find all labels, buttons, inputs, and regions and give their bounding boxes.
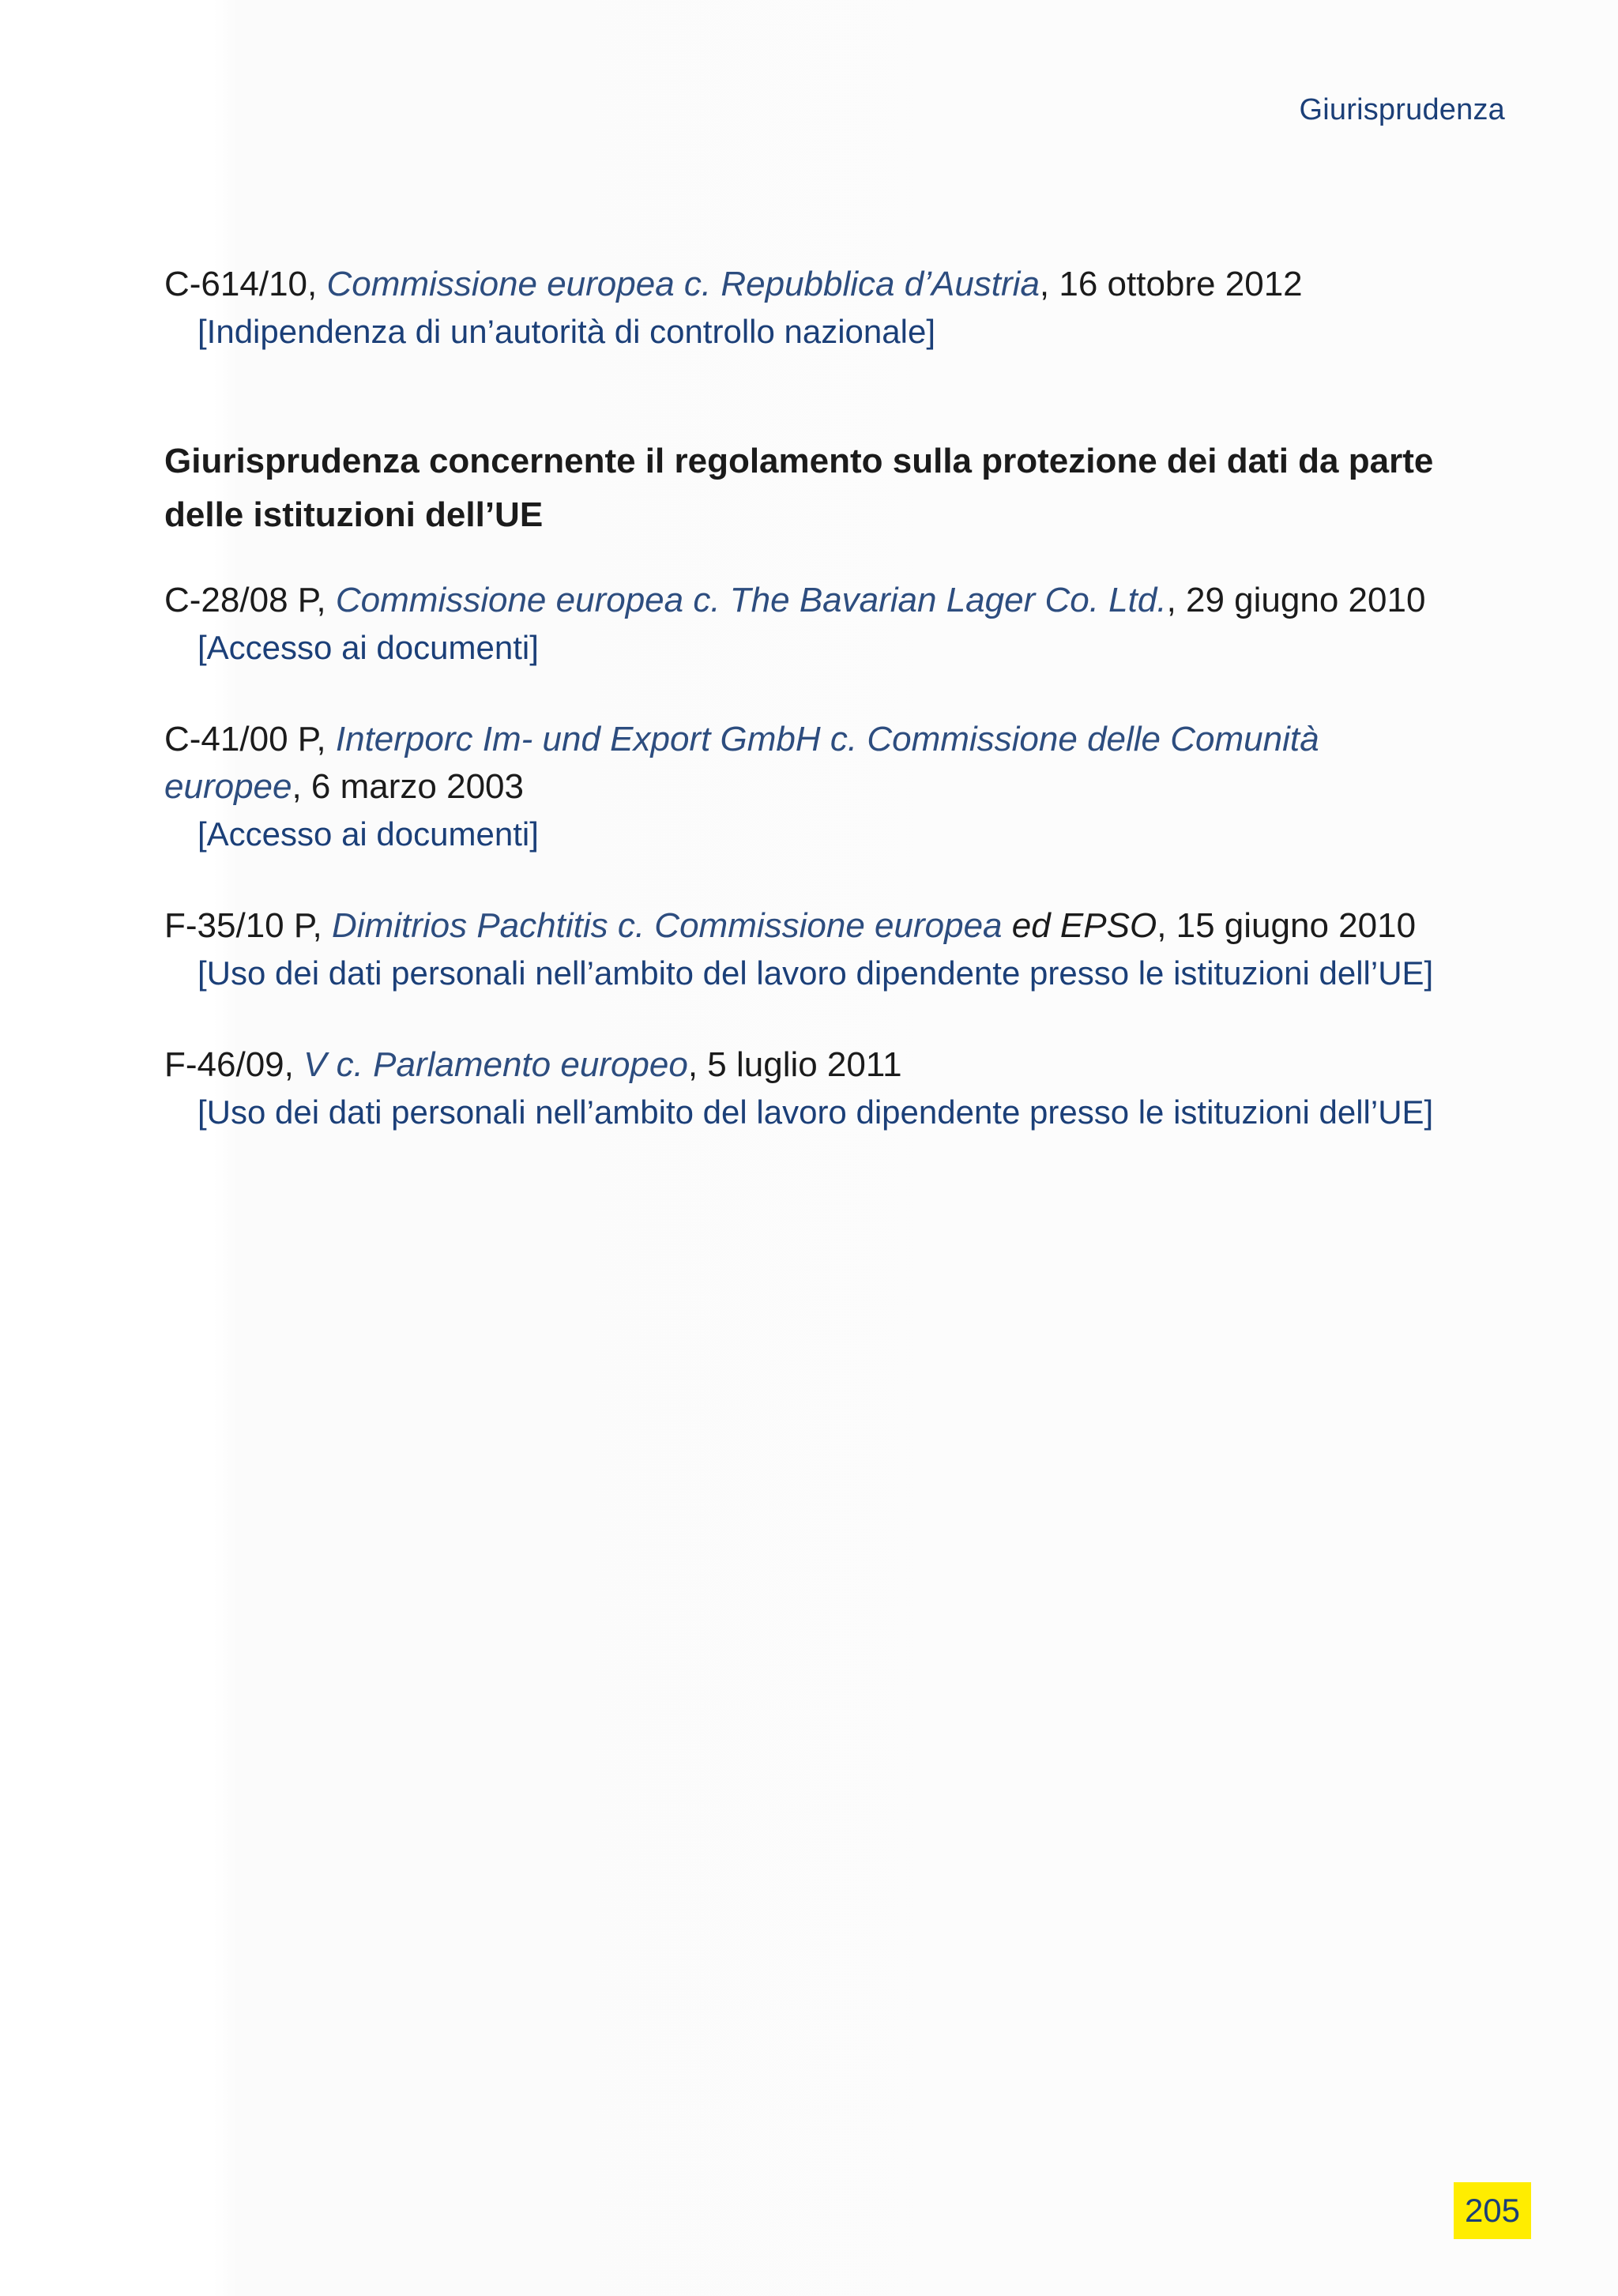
case-parties: V c. Parlamento europeo bbox=[303, 1045, 688, 1084]
case-parties: Commissione europea c. Repubblica d’Austria bbox=[326, 265, 1040, 303]
case-topic: [Accesso ai documenti] bbox=[198, 815, 539, 853]
case-reference: C-41/00 P, bbox=[164, 720, 336, 758]
case-parties: Dimitrios Pachtitis c. Commissione europea bbox=[332, 906, 1003, 945]
case-entry bbox=[164, 577, 1460, 672]
case-reference: C-614/10, bbox=[164, 265, 327, 303]
case-entry bbox=[164, 1041, 1460, 1136]
case-reference: C-28/08 P, bbox=[164, 581, 336, 619]
case-parties: Interporc Im- und Export GmbH c. Commissione delle Comunità europee bbox=[164, 720, 1319, 806]
case-citation bbox=[164, 902, 1460, 950]
case-parties: Commissione europea c. The Bavarian Lager Co. Ltd. bbox=[335, 581, 1167, 619]
case-topic: [Uso dei dati personali nell’ambito del lavoro dipendente presso le istituzioni dell’UE] bbox=[198, 954, 1434, 992]
section-heading: Giurisprudenza concernente il regolamento sulla protezione dei dati da parte delle istituzioni dell’UE bbox=[164, 442, 1434, 534]
case-date: , 15 giugno 2010 bbox=[1157, 906, 1417, 945]
case-date: , 6 marzo 2003 bbox=[292, 767, 524, 806]
case-citation bbox=[164, 261, 1460, 308]
case-citation bbox=[164, 577, 1460, 624]
case-topic: [Uso dei dati personali nell’ambito del lavoro dipendente presso le istituzioni dell’UE] bbox=[198, 1093, 1434, 1131]
case-citation bbox=[164, 1041, 1460, 1089]
case-date: , 5 luglio 2011 bbox=[687, 1045, 902, 1084]
running-header: Giurisprudenza bbox=[1299, 93, 1505, 126]
case-entry bbox=[164, 261, 1460, 356]
case-topic: [Indipendenza di un’autorità di controllo nazionale] bbox=[198, 313, 935, 350]
case-entry bbox=[164, 716, 1460, 858]
case-entry bbox=[164, 902, 1460, 997]
case-reference: F-35/10 P, bbox=[164, 906, 332, 945]
case-reference: F-46/09, bbox=[164, 1045, 304, 1084]
case-date: , 16 ottobre 2012 bbox=[1039, 265, 1303, 303]
case-parties-extra: ed EPSO bbox=[1002, 906, 1157, 945]
case-citation bbox=[164, 716, 1460, 811]
document-body bbox=[164, 261, 1460, 1180]
case-topic: [Accesso ai documenti] bbox=[198, 629, 539, 666]
case-date: , 29 giugno 2010 bbox=[1166, 581, 1426, 619]
page-number-badge: 205 bbox=[1454, 2182, 1531, 2239]
